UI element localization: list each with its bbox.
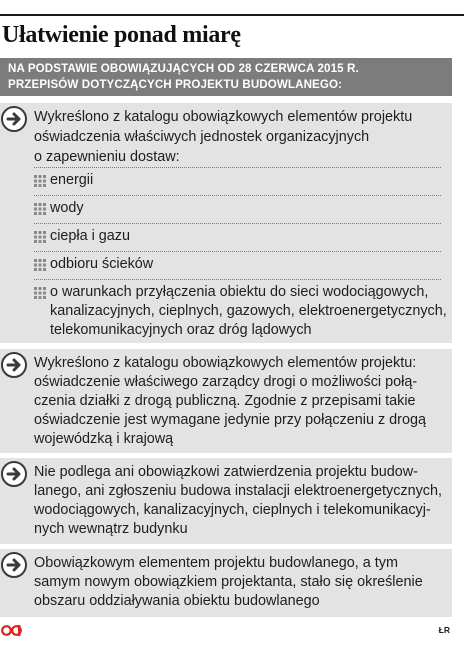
arrow-right-icon <box>1 106 27 132</box>
grid-bullet-icon <box>34 259 46 271</box>
supply-item-label: ciepła i gazu <box>50 228 130 244</box>
banner-line-1: NA PODSTAWIE OBOWIĄZUJĄCYCH OD 28 CZERWCA 2015 R. <box>8 62 359 75</box>
banner-line-2: PRZEPISÓW DOTYCZĄCYCH PROJEKTU BUDOWLANEGO: <box>8 78 343 91</box>
grid-bullet-icon <box>34 175 46 187</box>
card-2-line-4: oświadczenie jest wymagane jedynie przy połączeniu z drogą <box>34 412 426 428</box>
card-4 <box>0 549 452 617</box>
grid-bullet-icon <box>34 203 46 215</box>
card-1-line-2: oświadczenia właściwych jednostek organizacyjnych <box>34 129 370 145</box>
card-2-line-2: oświadczenie właściwego zarządcy drogi o możliwości połą- <box>34 374 418 390</box>
arrow-right-icon <box>1 552 27 578</box>
supply-item-label-line-3: telekomunikacyjnych oraz dróg lądowych <box>50 322 312 338</box>
arrow-right-icon <box>1 352 27 378</box>
grid-bullet-icon <box>34 287 46 299</box>
dotted-divider <box>34 167 441 168</box>
dotted-divider <box>34 223 441 224</box>
card-2 <box>0 349 452 453</box>
supply-item-label: odbioru ścieków <box>50 256 154 272</box>
card-3-line-3: wodociągowych, kanalizacyjnych, cieplnych i telekomunikacyj- <box>34 502 431 518</box>
source-banner <box>0 58 452 96</box>
card-1-line-1: Wykreślono z katalogu obowiązkowych elementów projektu <box>34 109 413 125</box>
card-3-line-2: lanego, ani zgłoszeniu budowa instalacji elektroenergetycznych, <box>34 483 442 499</box>
card-2-line-1: Wykreślono z katalogu obowiązkowych elementów projektu: <box>34 355 417 371</box>
card-4-line-2: samym nowym obowiązkiem projektanta, stało się określenie <box>34 574 423 590</box>
card-2-line-5: wojewódzką i krajową <box>34 431 174 447</box>
card-3-line-1: Nie podlega ani obowiązkowi zatwierdzenia projektu budow- <box>34 464 418 480</box>
top-rule <box>0 14 464 16</box>
dotted-divider <box>34 251 441 252</box>
grid-bullet-icon <box>34 231 46 243</box>
publisher-logo-icon <box>1 625 23 636</box>
card-4-line-1: Obowiązkowym elementem projektu budowlanego, a tym <box>34 555 398 571</box>
card-1-line-3: o zapewnieniu dostaw: <box>34 149 180 165</box>
card-1 <box>0 103 452 343</box>
dotted-divider <box>34 195 441 196</box>
supply-item-label-line-1: o warunkach przyłączenia obiektu do sieci wodociągowych, <box>50 284 429 300</box>
card-2-line-3: czenia działki z drogą publiczną. Zgodnie z przepisami takie <box>34 393 416 409</box>
author-credit: ŁR <box>438 625 450 635</box>
supply-item-label: energii <box>50 172 94 188</box>
card-4-line-3: obszaru oddziaływania obiektu budowlanego <box>34 593 320 609</box>
supply-item-label-line-2: kanalizacyjnych, cieplnych, gazowych, elektroenergetycznych, <box>50 303 447 319</box>
card-3 <box>0 458 452 544</box>
supply-item-label: wody <box>50 200 84 216</box>
arrow-right-icon <box>1 461 27 487</box>
dotted-divider <box>34 279 441 280</box>
infographic-title: Ułatwienie ponad miarę <box>2 22 241 48</box>
card-3-line-4: nych wewnątrz budynku <box>34 521 188 537</box>
